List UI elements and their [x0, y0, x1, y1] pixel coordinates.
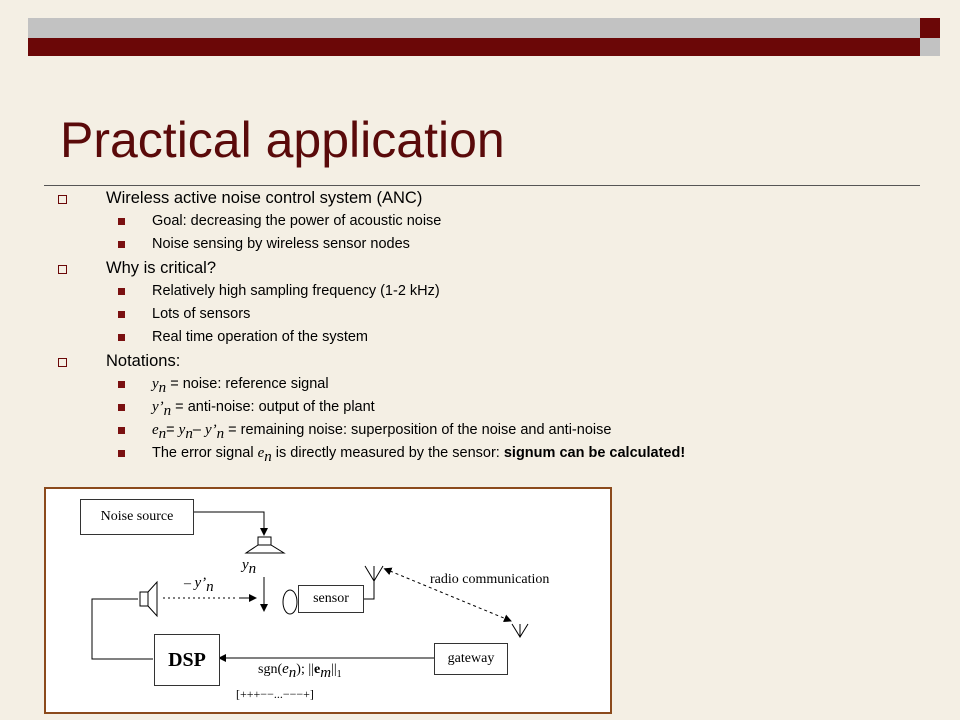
sub-bullet-sensing: Noise sensing by wireless sensor nodes [58, 233, 928, 256]
sensor-box: sensor [298, 585, 364, 613]
header-corner-gray [920, 38, 940, 56]
sub-bullet-realtime: Real time operation of the system [58, 326, 928, 349]
anti-noise-speaker-icon [140, 592, 148, 606]
header-band-gray [28, 18, 920, 38]
notation-error-signal: The error signal $e_n$ is directly measured by the sensor: signum can be calculated! [58, 442, 928, 465]
bullet-notations: Notations: [58, 349, 928, 373]
header-band-red [28, 38, 920, 56]
noise-source-box: Noise source [80, 499, 194, 535]
hollow-square-bullet-icon [58, 358, 67, 367]
reference-speaker-cone-icon [246, 545, 284, 553]
sub-bullet-sensors: Lots of sensors [58, 303, 928, 326]
bullet-list [58, 186, 928, 465]
minus-ypn-label: – $y’_n$ [184, 575, 214, 595]
filled-square-bullet-icon [118, 381, 125, 388]
notation-yn: $y_n$ = noise: reference signal [58, 373, 928, 396]
yn-label: $y_n$ [242, 557, 257, 577]
bullet-critical: Why is critical? [58, 256, 928, 280]
notation-en: $e_n= y_n-$ $y’_n$ = remaining noise: superposition of the noise and anti-noise [58, 419, 928, 442]
hollow-square-bullet-icon [58, 265, 67, 274]
filled-square-bullet-icon [118, 288, 125, 295]
hollow-square-bullet-icon [58, 195, 67, 204]
sub-bullet-goal: Goal: decreasing the power of acoustic noise [58, 210, 928, 233]
notation-ypn: $y’_n$ = anti-noise: output of the plant [58, 396, 928, 419]
gateway-box: gateway [434, 643, 508, 675]
sub-bullet-sampling: Relatively high sampling frequency (1-2 kHz) [58, 280, 928, 303]
filled-square-bullet-icon [118, 450, 125, 457]
filled-square-bullet-icon [118, 404, 125, 411]
dsp-feedback-line [92, 599, 153, 659]
bullet-anc: Wireless active noise control system (ANC) [58, 186, 928, 210]
dsp-box: DSP [154, 634, 220, 686]
microphone-icon [283, 590, 297, 614]
anti-noise-speaker-cone-icon [148, 582, 157, 616]
filled-square-bullet-icon [118, 241, 125, 248]
slide-title: Practical application [60, 112, 505, 168]
filled-square-bullet-icon [118, 334, 125, 341]
filled-square-bullet-icon [118, 311, 125, 318]
noise-path-line [194, 512, 264, 535]
filled-square-bullet-icon [118, 427, 125, 434]
sign-sequence-label: [+++−−...−−−+] [236, 687, 314, 701]
reference-speaker-icon [258, 537, 271, 545]
header-corner-red [920, 18, 940, 38]
radio-communication-label: radio communication [430, 572, 550, 587]
filled-square-bullet-icon [118, 218, 125, 225]
anc-block-diagram [44, 487, 612, 714]
sgn-label: $sgn(e_n)$; $||e_m||_1$ [258, 661, 342, 681]
sensor-antenna-mast [364, 566, 374, 599]
